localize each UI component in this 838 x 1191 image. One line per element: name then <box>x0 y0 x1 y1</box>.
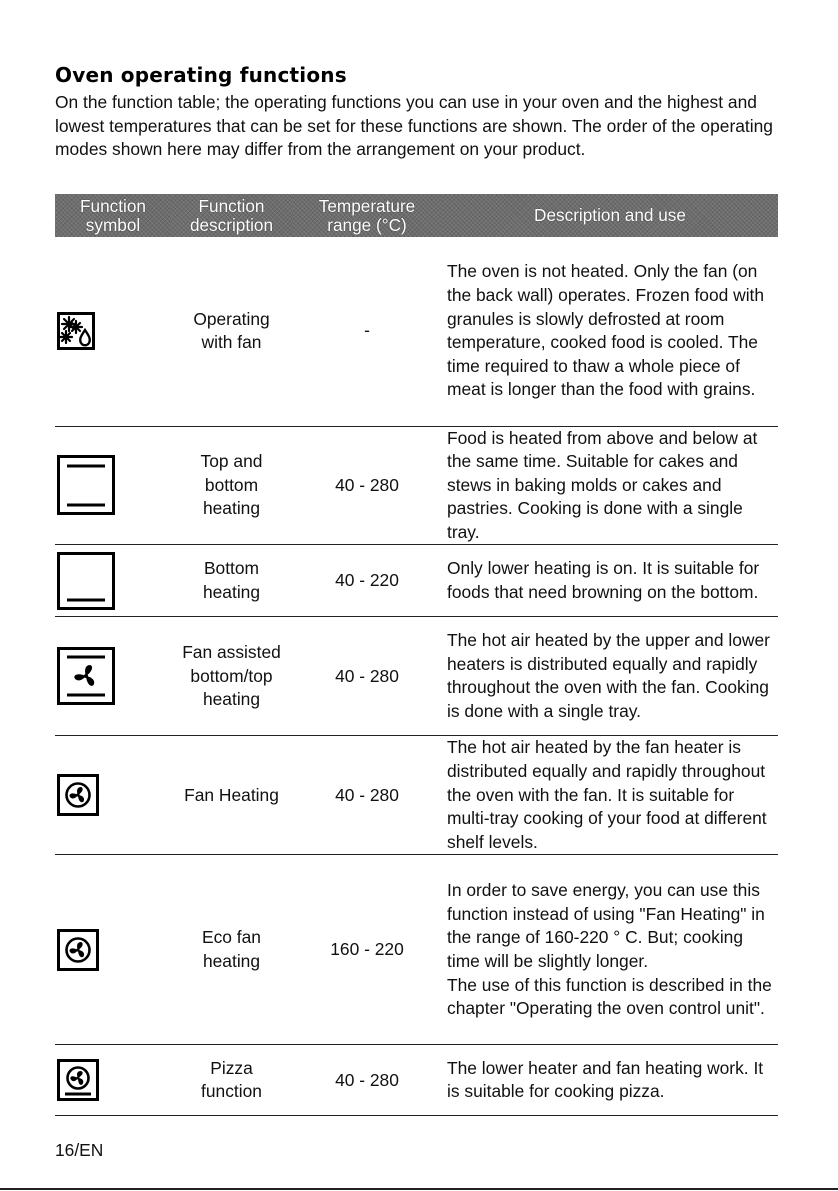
function-name: Operating with fan <box>171 237 292 426</box>
function-description: The lower heater and fan heating work. It is suitable for cooking pizza. <box>442 1045 778 1116</box>
symbol-cell <box>55 1045 171 1116</box>
table-row <box>55 617 778 736</box>
pizza-function-icon <box>57 1059 99 1101</box>
header-description-and-use: Description and use <box>442 194 778 237</box>
temperature-range: - <box>292 237 442 426</box>
table-header-row <box>55 194 778 237</box>
table-row <box>55 545 778 617</box>
page-bottom-divider <box>0 1188 838 1190</box>
symbol-cell <box>55 237 171 426</box>
function-table <box>55 194 778 1116</box>
table-row <box>55 237 778 426</box>
function-description: In order to save energy, you can use this function instead of using "Fan Heating" in the range of 160-220 ° C. But; cooking time will be slightly longer. The use of this function is described in the chapter "Operating the oven control unit". <box>442 855 778 1045</box>
symbol-cell <box>55 426 171 545</box>
function-description: The hot air heated by the upper and lower heaters is distributed equally and rapidly throughout the oven with the fan. Cooking is done with a single tray. <box>442 617 778 736</box>
function-description: Only lower heating is on. It is suitable for foods that need browning on the bottom. <box>442 545 778 617</box>
temperature-range: 160 - 220 <box>292 855 442 1045</box>
function-name: Pizza function <box>171 1045 292 1116</box>
header-temperature-range: Temperature range (°C) <box>292 194 442 237</box>
header-function-description: Function description <box>171 194 292 237</box>
page-title: Oven operating functions <box>55 63 347 87</box>
fan-top-bottom-icon <box>57 647 115 705</box>
temperature-range: 40 - 220 <box>292 545 442 617</box>
eco-fan-heating-icon <box>57 929 99 971</box>
function-name: Bottom heating <box>171 545 292 617</box>
function-name: Eco fan heating <box>171 855 292 1045</box>
function-name: Fan Heating <box>171 736 292 855</box>
header-function-symbol: Function symbol <box>55 194 171 237</box>
top-bottom-heating-icon <box>57 455 115 515</box>
symbol-cell <box>55 736 171 855</box>
intro-paragraph: On the function table; the operating functions you can use in your oven and the highest and lowest temperatures that can be set for these functions are shown. The order of the operating modes shown here may differ from the arrangement on your product. <box>55 92 773 160</box>
table-row <box>55 426 778 545</box>
temperature-range: 40 - 280 <box>292 736 442 855</box>
table-row <box>55 1045 778 1116</box>
page-number: 16/EN <box>55 1140 104 1160</box>
temperature-range: 40 - 280 <box>292 426 442 545</box>
function-description: The oven is not heated. Only the fan (on the back wall) operates. Frozen food with granules is slowly defrosted at room temperature, cooked food is cooled. The time required to thaw a whole piece of meat is longer than the food with grains. <box>442 237 778 426</box>
function-description: The hot air heated by the fan heater is distributed equally and rapidly throughout the oven with the fan. It is suitable for multi-tray cooking of your food at different shelf levels. <box>442 736 778 855</box>
symbol-cell <box>55 545 171 617</box>
table-row <box>55 855 778 1045</box>
symbol-cell <box>55 855 171 1045</box>
table-row <box>55 736 778 855</box>
temperature-range: 40 - 280 <box>292 617 442 736</box>
function-name: Fan assisted bottom/top heating <box>171 617 292 736</box>
temperature-range: 40 - 280 <box>292 1045 442 1116</box>
function-description: Food is heated from above and below at the same time. Suitable for cakes and stews in baking molds or cakes and pastries. Cooking is done with a single tray. <box>442 426 778 545</box>
symbol-cell <box>55 617 171 736</box>
bottom-heating-icon <box>57 552 115 610</box>
fan-heating-icon <box>57 774 99 816</box>
function-name: Top and bottom heating <box>171 426 292 545</box>
defrost-fan-icon <box>57 312 95 350</box>
